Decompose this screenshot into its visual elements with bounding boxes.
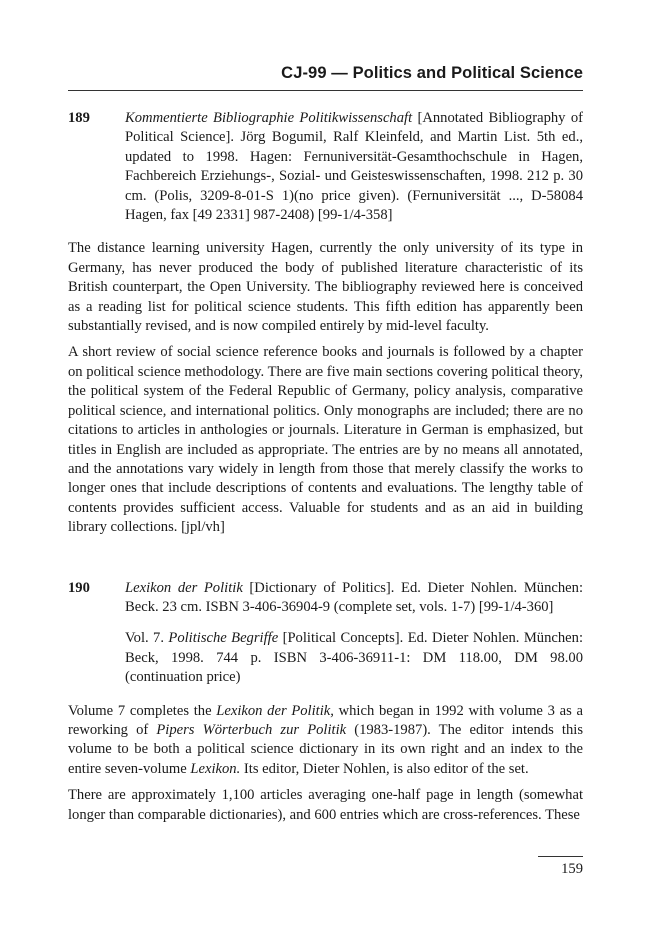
volume-details: [Political Concepts]. Ed. Dieter Nohlen. München: Beck, 1998. 744 p. ISBN 3-406-36911-1: DM 118.00, DM 98.00 (continuation price) <box>125 630 583 686</box>
text-run: (1983-1987). The editor intends this volume to be both a political science dictionary in its own right and an index to the entire seven-volume <box>68 721 583 777</box>
citation-details: [Dictionary of Politics]. Ed. Dieter Nohlen. München: Beck. 23 cm. ISBN 3-406-36904-9 (complete set, vols. 1-7) [99-1/4-360] <box>125 579 583 615</box>
review-paragraph: There are approximately 1,100 articles averaging one-half page in length (somewhat longer than comparable dictionaries), and 600 entries which are cross-references. These <box>68 787 583 823</box>
italic-title: Lexikon der Politik, <box>216 702 334 719</box>
header-rule <box>68 90 583 91</box>
italic-title: Lexikon. <box>190 760 241 777</box>
citation-title: Lexikon der Politik <box>125 579 243 596</box>
review-paragraph: A short review of social science reference books and journals is followed by a chapter on political science methodology. There are five main sections covering political theory, the political system of the Federal Republic of Germany, policy analysis, comparative political science, and international politics. Only monographs are included; there are no citations to articles in anthologies or journals. Literature in German is emphasized, but titles in English are included as appropriate. The entries are by no means all annotated, and the annotations vary widely in length from those that merely classify the works to longer ones that include descriptions of contents and evaluations. The lengthy table of contents provides sufficient access. Valuable for students and as an aid in building library collections. [jpl/vh] <box>68 344 583 536</box>
volume-title: Politische Begriffe <box>168 630 279 647</box>
volume-citation <box>125 629 583 687</box>
entry-190-review <box>68 702 583 825</box>
citation-title: Kommentierte Bibliographie Politikwissenschaft <box>125 110 413 126</box>
text-run: Its editor, Dieter Nohlen, is also editor of the set. <box>240 760 529 777</box>
review-paragraph: The distance learning university Hagen, currently the only university of its type in Germany, has never produced the body of published literature characteristic of its British counterpart, the Open University. The bibliography reviewed here is conceived as a reading list for political science students. This fifth edition has apparently been substantially revised, and is now compiled entirely by mid-level faculty. <box>68 240 583 335</box>
entry-citation <box>125 579 583 688</box>
entry-189-review <box>68 239 583 537</box>
volume-prefix: Vol. 7. <box>125 630 169 647</box>
page-number: 159 <box>561 861 583 877</box>
entry-citation <box>125 109 583 225</box>
entry-number: 189 <box>68 110 90 126</box>
text-run: which began in 1992 with volume 3 as a reworking of <box>68 702 583 738</box>
citation-details: [Annotated Bibliography of Political Science]. Jörg Bogumil, Ralf Kleinfeld, and Martin List. 5th ed., updated to 1998. Hagen: Fernuniversität-Gesamthochschule in Hagen, Fachbereich Erziehungs-, Sozial- und Geisteswissenschaften, 1998. 212 p. 30 cm. (Polis, 3209-8-01-S 1)(no price given). (Fernuniversität ..., D-58084 Hagen, fax [49 2331] 987-2408) [99-1/4-358] <box>125 110 583 224</box>
entry-190 <box>68 579 583 688</box>
running-header: CJ-99 — Politics and Political Science <box>281 64 583 82</box>
page-content <box>68 109 583 825</box>
review-paragraph <box>68 702 583 780</box>
italic-title: Pipers Wörterbuch zur Politik <box>156 721 347 738</box>
entry-number: 190 <box>68 579 90 596</box>
footer-rule <box>538 856 583 857</box>
text-run: Volume 7 completes the <box>68 702 217 719</box>
entry-189 <box>68 109 583 225</box>
